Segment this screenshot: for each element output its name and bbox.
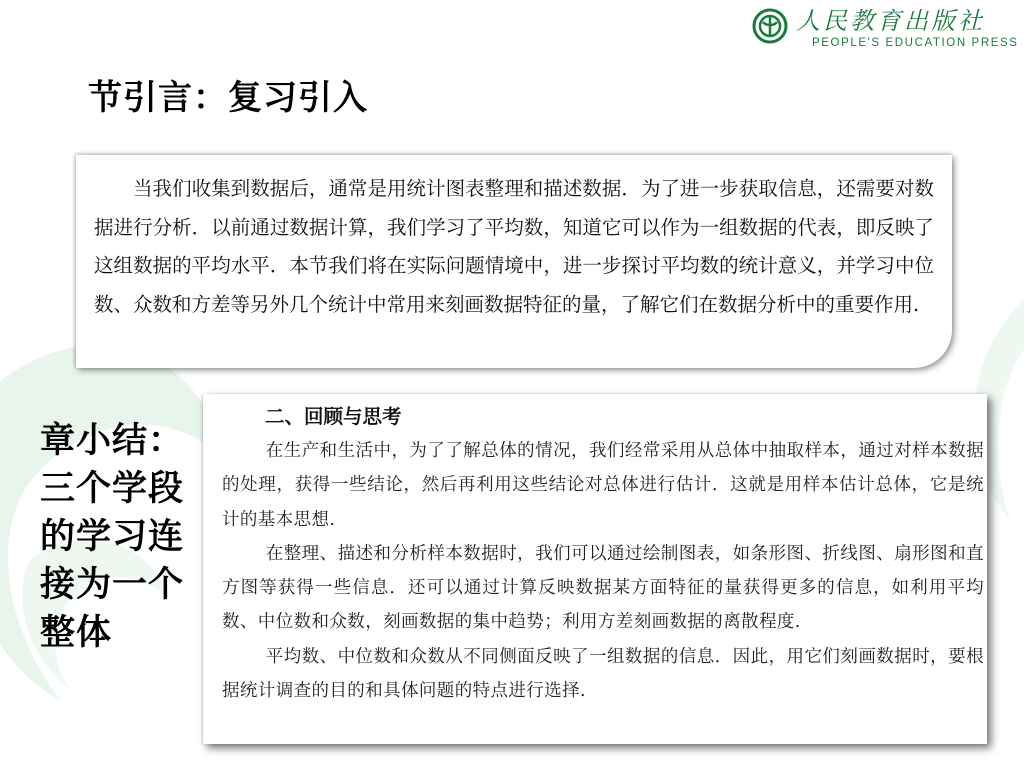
excerpt-paragraph: 在整理、描述和分析样本数据时，我们可以通过绘制图表，如条形图、折线图、扇形图和直方图等获得一些信息．还可以通过计算反映数据某方面特征的量获得更多的信息，如利用平均数、中位数和众数，刻画数据的集中趋势；利用方差刻画数据的离散程度. (222, 543, 984, 633)
publisher-name-cn: 人民教育出版社 (796, 7, 985, 35)
summary-line: 三个学段 (40, 469, 185, 509)
summary-line: 整体 (40, 613, 113, 653)
publisher-name-en: PEOPLE'S EDUCATION PRESS (812, 37, 1019, 49)
excerpt-paragraph: 平均数、中位数和众数从不同侧面反映了一组数据的信息．因此，用它们刻画数据时，要根据统计调查的目的和具体问题的特点进行选择. (222, 646, 984, 702)
intro-text-card (76, 155, 952, 368)
summary-line: 接为一个 (40, 565, 185, 605)
publisher-logo (752, 7, 1019, 52)
review-excerpt-card (203, 394, 987, 744)
chapter-summary (40, 417, 202, 657)
summary-line: 章小结： (40, 421, 185, 461)
excerpt-heading: 二、回顾与思考 (265, 405, 402, 428)
excerpt-body (222, 434, 984, 708)
summary-line: 的学习连 (40, 517, 185, 557)
intro-paragraph: 当我们收集到数据后，通常是用统计图表整理和描述数据．为了进一步获取信息，还需要对数据进行分析．以前通过数据计算，我们学习了平均数，知道它可以作为一组数据的代表，即反映了这组数据的平均水平．本节我们将在实际问题情境中，进一步探讨平均数的统计意义，并学习中位数、众数和方差等另外几个统计中常用来刻画数据特征的量，了解它们在数据分析中的重要作用. (94, 177, 934, 316)
excerpt-paragraph: 在生产和生活中，为了了解总体的情况，我们经常采用从总体中抽取样本，通过对样本数据的处理，获得一些结论，然后再利用这些结论对总体进行估计．这就是用样本估计总体，它是统计的基本思想. (222, 441, 984, 530)
pep-logo-icon (752, 8, 788, 44)
slide-title: 节引言：复习引入 (88, 78, 368, 118)
